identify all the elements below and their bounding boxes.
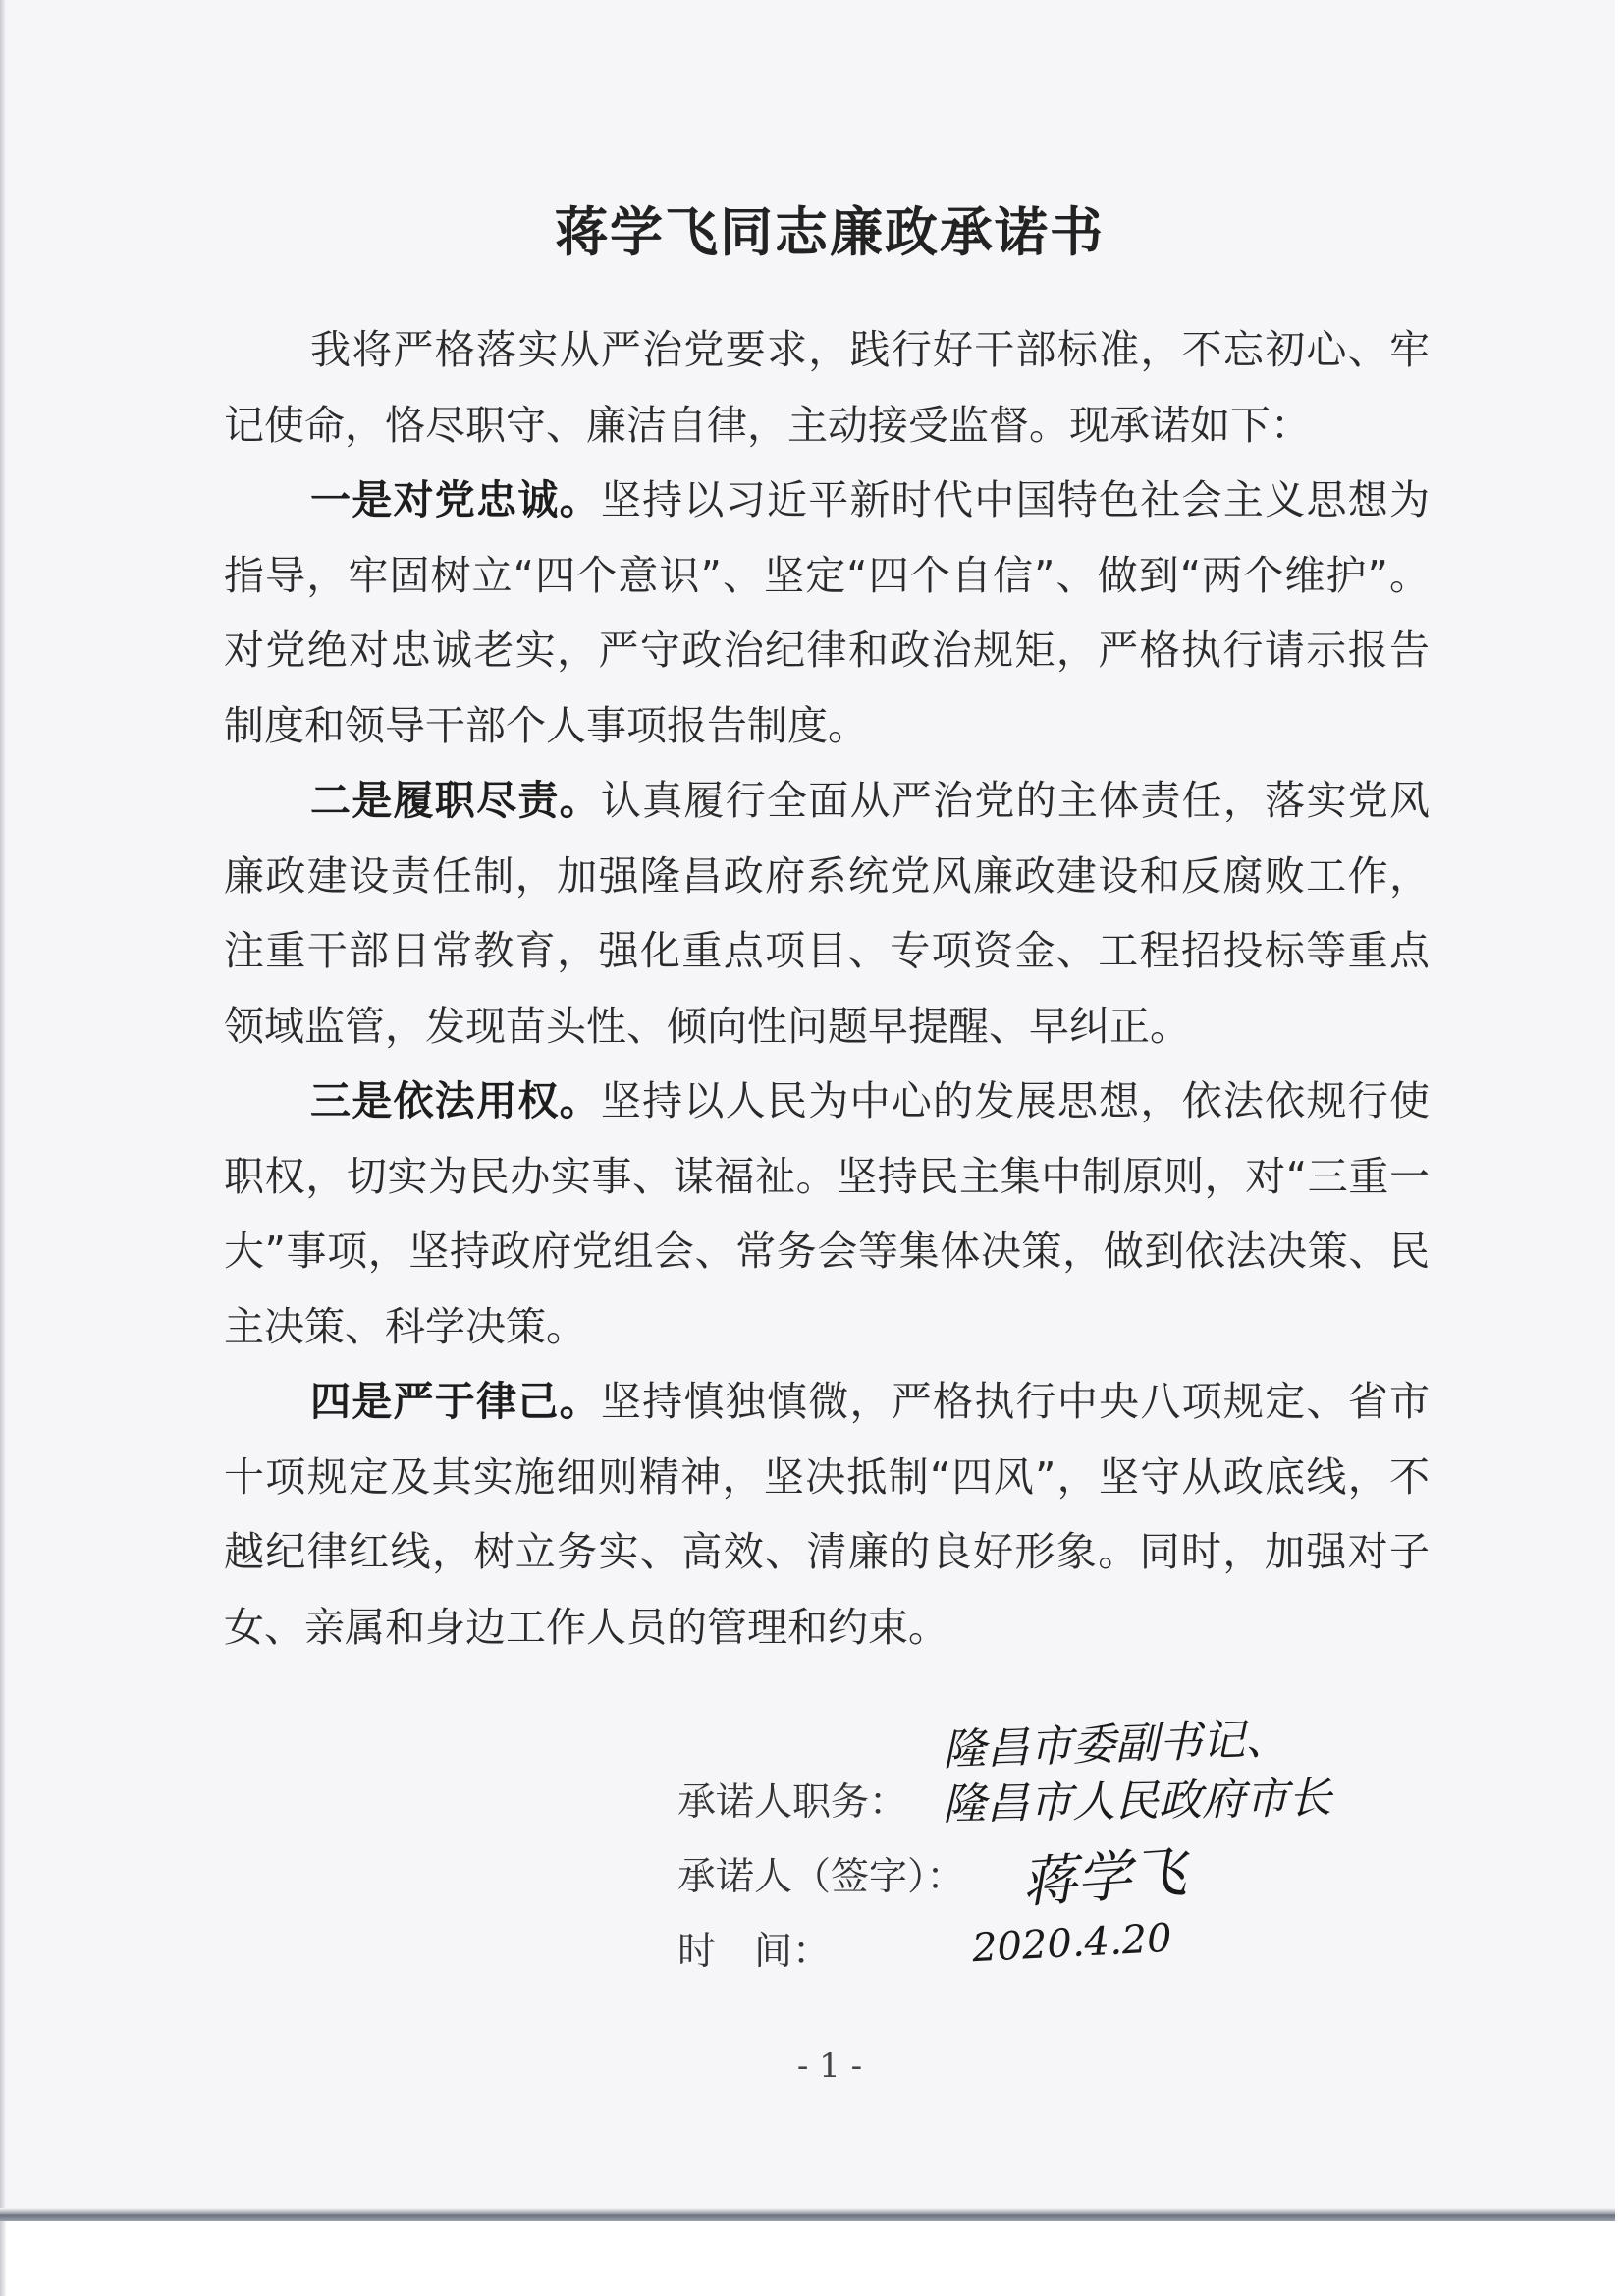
page-number: - 1 - (796, 2047, 863, 2086)
scan-shadow-bottom (0, 2208, 1615, 2221)
section-paragraph-2 (224, 763, 1430, 1064)
section-paragraph-4 (224, 1364, 1430, 1665)
section-text-3: 坚持以人民为中心的发展思想，依法依规行使职权，切实为民办实事、谋福祉。坚持民主集中制原则，对“三重一大”事项，坚持政府党组会、常务会等集体决策，做到依法决策、民主决策、科学决策。 (224, 1077, 1431, 1350)
section-heading-1: 一是对党忠诚。 (310, 476, 601, 523)
section-text-4: 坚持慎独慎微，严格执行中央八项规定、省市十项规定及其实施细则精神，坚决抵制“四风”，坚守从政底线，不越纪律红线，树立务实、高效、清廉的良好形象。同时，加强对子女、亲属和身边工作人员的管理和约束。 (224, 1378, 1431, 1651)
document-title: 蒋学飞同志廉政承诺书 (555, 200, 1105, 264)
handwritten-position-line-2: 隆昌市人民政府市长 (942, 1773, 1332, 1831)
handwritten-date: 2020.4.20 (970, 1915, 1173, 1972)
signature-block (677, 1713, 1561, 1974)
section-text-1: 坚持以习近平新时代中国特色社会主义思想为指导，牢固树立“四个意识”、坚定“四个自信”、做到“两个维护”。对党绝对忠诚老实，严守政治纪律和政治规矩，严格执行请示报告制度和领导干部个人事项报告制度。 (224, 476, 1431, 749)
section-heading-4: 四是严于律己。 (310, 1378, 601, 1425)
section-paragraph-3 (224, 1064, 1430, 1364)
section-heading-2: 二是履职尽责。 (310, 777, 601, 824)
position-label: 承诺人职务： (677, 1780, 908, 1825)
section-paragraph-1 (224, 463, 1430, 763)
signer-label: 承诺人（签字）： (677, 1855, 965, 1899)
section-heading-3: 三是依法用权。 (310, 1077, 601, 1124)
handwritten-signature: 蒋学飞 (1019, 1840, 1189, 1916)
intro-paragraph: 我将严格落实从严治党要求，践行好干部标准，不忘初心、牢记使命，恪尽职守、廉洁自律，主动接受监督。现承诺如下： (224, 326, 1430, 449)
date-label: 时 间： (677, 1930, 832, 1974)
document-body (224, 312, 1430, 1665)
scan-shadow-left (0, 0, 6, 2296)
handwritten-position-line-1: 隆昌市委副书记、 (942, 1713, 1289, 1777)
section-text-2: 认真履行全面从严治党的主体责任，落实党风廉政建设责任制，加强隆昌政府系统党风廉政建设和反腐败工作，注重干部日常教育，强化重点项目、专项资金、工程招投标等重点领域监管，发现苗头性、倾向性问题早提醒、早纠正。 (224, 777, 1431, 1050)
